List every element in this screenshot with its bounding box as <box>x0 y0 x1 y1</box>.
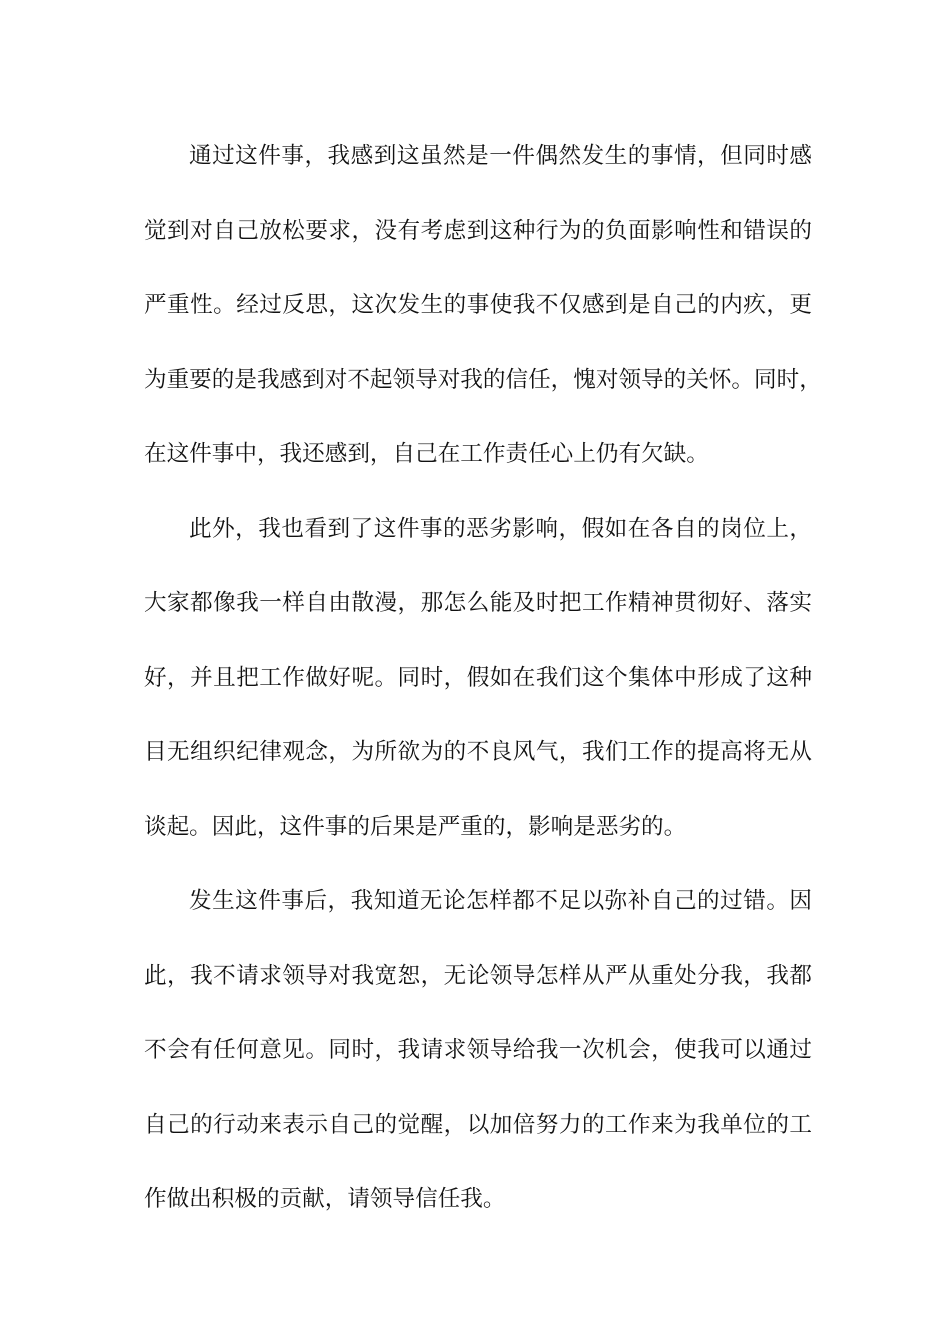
paragraph <box>144 492 812 865</box>
text-line: 觉到对自己放松要求，没有考虑到这种行为的负面影响性和错误的 <box>144 217 812 244</box>
text-line: 在这件事中，我还感到，自己在工作责任心上仍有欠缺。 <box>144 441 709 467</box>
text-line: 通过这件事，我感到这虽然是一件偶然发生的事情，但同时感 <box>189 143 812 169</box>
text-line: 严重性。经过反思，这次发生的事使我不仅感到是自己的内疚，更 <box>144 292 812 318</box>
text-line: 大家都像我一样自由散漫，那怎么能及时把工作精神贯彻好、落实 <box>144 590 812 616</box>
text-line: 此，我不请求领导对我宽恕，无论领导怎样从严从重处分我，我都 <box>144 962 812 989</box>
document-body <box>144 119 822 1237</box>
text-line: 为重要的是我感到对不起领导对我的信任，愧对领导的关怀。同时， <box>144 366 822 393</box>
text-line: 目无组织纪律观念，为所欲为的不良风气，我们工作的提高将无从 <box>144 739 812 765</box>
text-line: 作做出积极的贡献，请领导信任我。 <box>144 1186 506 1212</box>
text-line: 发生这件事后，我知道无论怎样都不足以弥补自己的过错。因 <box>189 888 812 914</box>
text-line: 此外，我也看到了这件事的恶劣影响，假如在各自的岗位上， <box>189 515 812 542</box>
text-line: 谈起。因此，这件事的后果是严重的，影响是恶劣的。 <box>144 813 687 840</box>
text-line: 自己的行动来表示自己的觉醒，以加倍努力的工作来为我单位的工 <box>144 1111 812 1138</box>
text-line: 不会有任何意见。同时，我请求领导给我一次机会，使我可以通过 <box>144 1037 812 1063</box>
paragraph <box>144 119 822 492</box>
text-line: 好，并且把工作做好呢。同时，假如在我们这个集体中形成了这种 <box>144 664 812 691</box>
paragraph <box>144 864 812 1237</box>
